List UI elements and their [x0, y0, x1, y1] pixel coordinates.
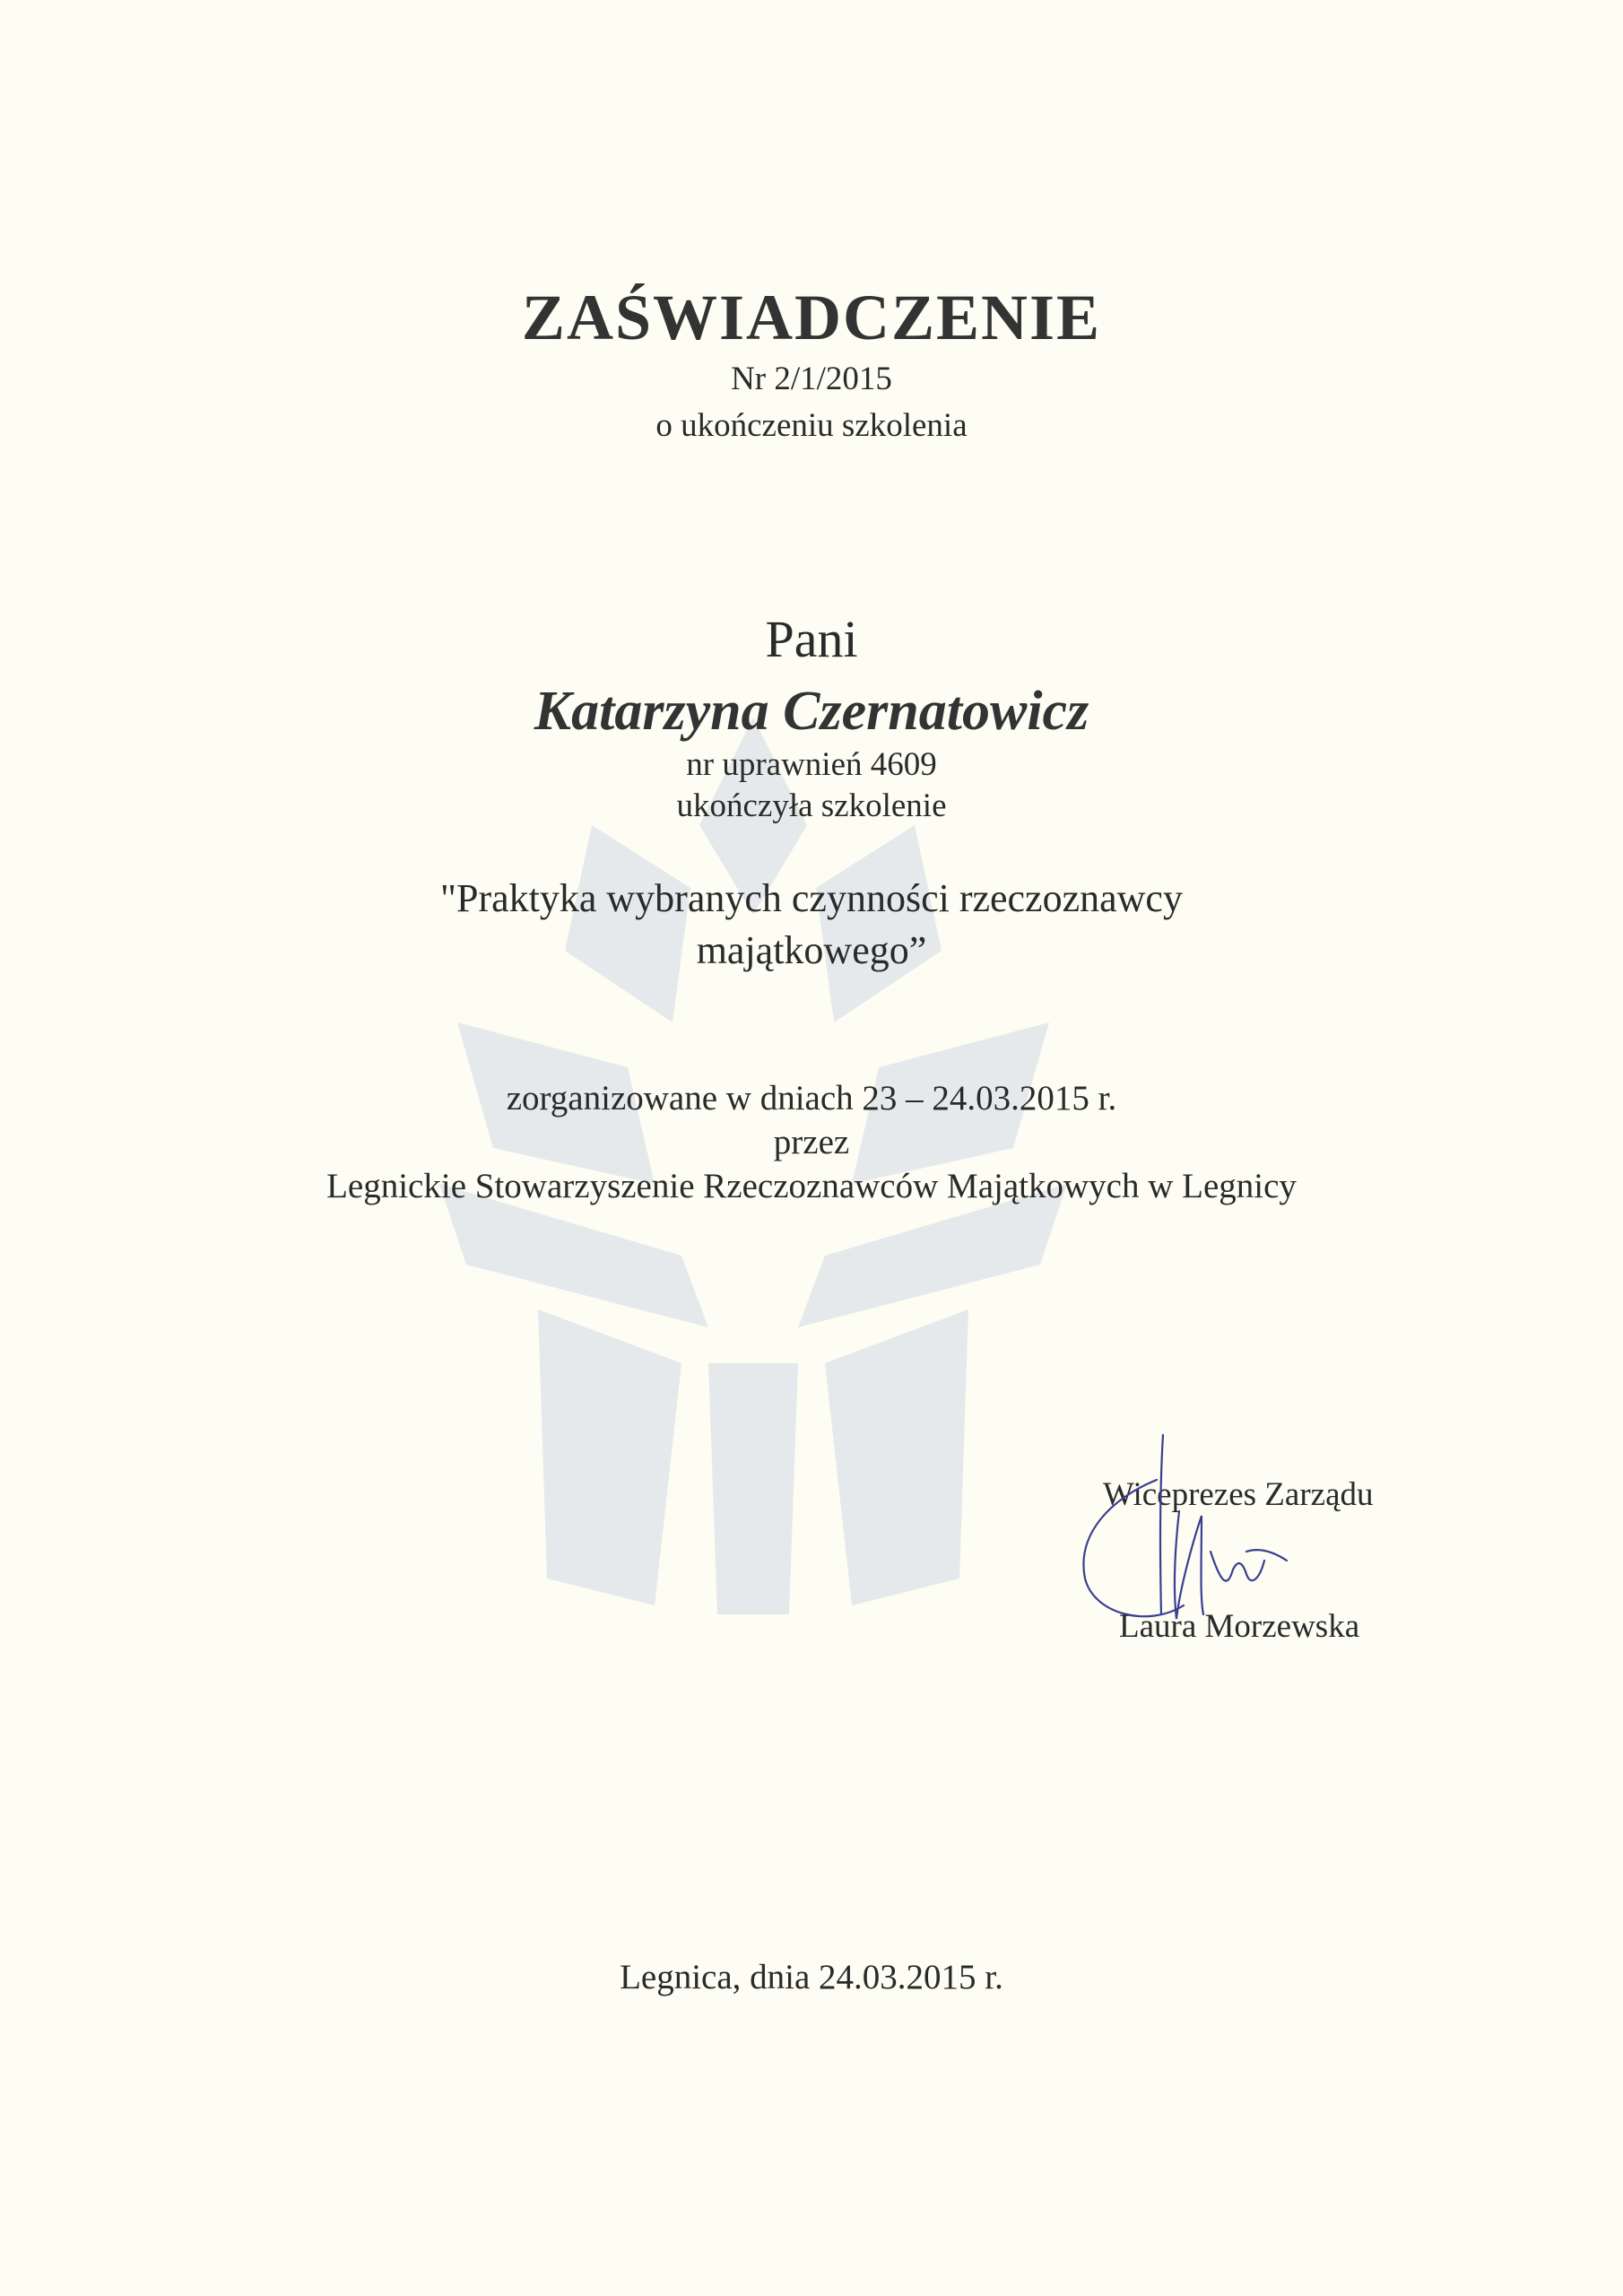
license-number: nr uprawnień 4609	[686, 746, 937, 783]
signatory-role: Wiceprezes Zarządu	[1103, 1476, 1374, 1513]
organizer-name: Legnickie Stowarzyszenie Rzeczoznawców Majątkowych w Legnicy	[326, 1167, 1297, 1205]
recipient-name: Katarzyna Czernatowicz	[534, 681, 1089, 742]
salutation: Pani	[765, 610, 858, 668]
training-dates: zorganizowane w dniach 23 – 24.03.2015 r.	[506, 1079, 1117, 1118]
organizer-prefix: przez	[773, 1123, 850, 1161]
signatory-name: Laura Morzewska	[1119, 1608, 1360, 1645]
certificate-number: Nr 2/1/2015	[731, 361, 892, 397]
completion-text: ukończyła szkolenie	[676, 787, 947, 824]
course-title-line-2: majątkowego”	[696, 928, 927, 972]
certificate-title: ZAŚWIADCZENIE	[521, 282, 1102, 353]
place-and-date: Legnica, dnia 24.03.2015 r.	[620, 1958, 1003, 1996]
certificate-subtitle: o ukończeniu szkolenia	[655, 407, 968, 444]
course-title-line-1: "Praktyka wybranych czynności rzeczoznawcy	[440, 876, 1183, 920]
